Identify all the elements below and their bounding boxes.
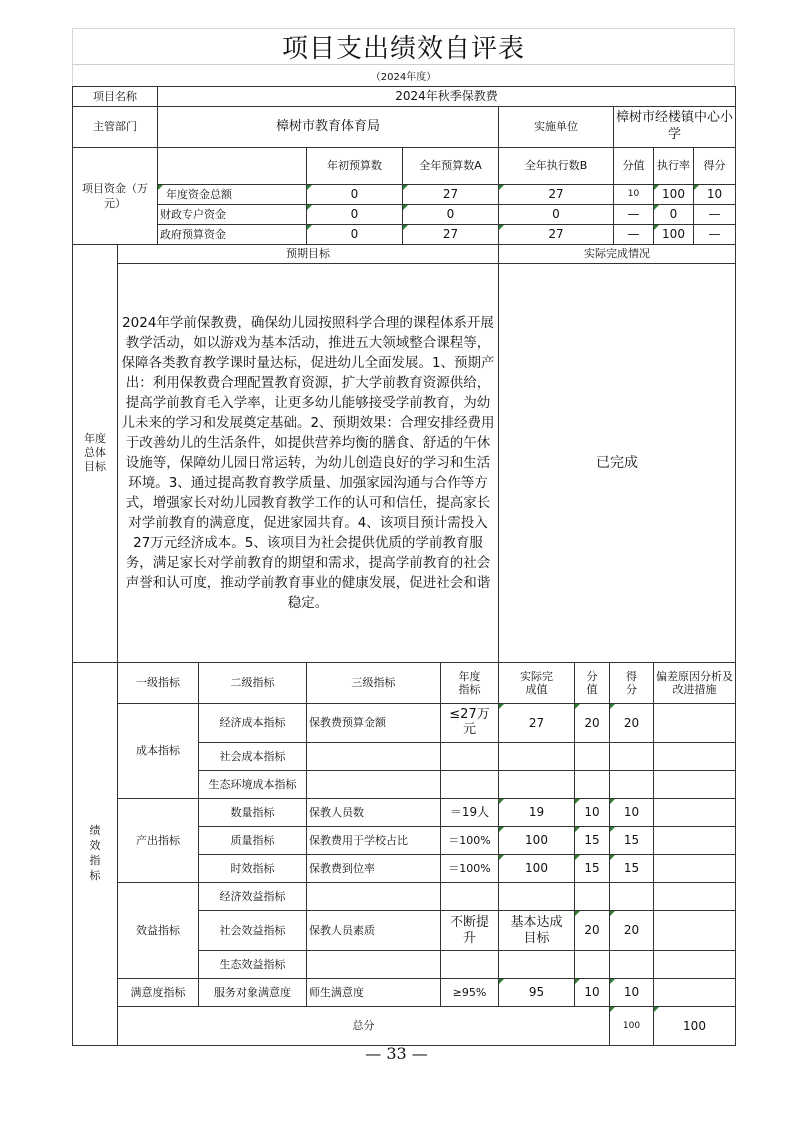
- score: [610, 951, 654, 979]
- note: [654, 979, 736, 1007]
- score: [610, 771, 654, 799]
- indicator-row: [73, 979, 736, 1007]
- target-text: ≤27万元: [449, 707, 490, 737]
- note: [654, 799, 736, 827]
- note: [654, 827, 736, 855]
- level2: 经济效益指标: [199, 883, 307, 911]
- weight: 20: [575, 911, 610, 951]
- weight: 20: [575, 704, 610, 743]
- score: 10: [610, 979, 654, 1007]
- note: [654, 704, 736, 743]
- fiscal-year: （2024年度）: [370, 72, 437, 83]
- funds-row-name: 年度资金总额: [158, 185, 307, 205]
- funds-header-weight: 分值: [614, 148, 654, 185]
- note: [654, 911, 736, 951]
- target: ＝100%: [441, 827, 499, 855]
- title-bar: [72, 28, 735, 65]
- funds-score: —: [694, 205, 736, 225]
- unit-value: 樟树市经楼镇中心小学: [614, 107, 736, 148]
- dept-label: 主管部门: [73, 107, 158, 148]
- funds-annual: 0: [403, 205, 499, 225]
- target-text: 不断提升: [449, 914, 489, 946]
- actual: 95: [499, 979, 575, 1007]
- project-name-label: 项目名称: [73, 87, 158, 107]
- actual: 100: [499, 827, 575, 855]
- actual: 27: [499, 704, 575, 743]
- header-target: [441, 663, 499, 704]
- header-actual: [499, 663, 575, 704]
- indicator-row: [73, 799, 736, 827]
- funds-annual: 27: [403, 225, 499, 245]
- weight: [575, 883, 610, 911]
- funds-initial: 0: [307, 225, 403, 245]
- level1-satisfaction: 满意度指标: [118, 979, 199, 1007]
- weight: [575, 771, 610, 799]
- header-level1: 一级指标: [118, 663, 199, 704]
- page-number: — 33 —: [365, 1044, 428, 1063]
- weight: 10: [575, 799, 610, 827]
- actual: 19: [499, 799, 575, 827]
- score: 20: [610, 704, 654, 743]
- funds-weight: —: [614, 225, 654, 245]
- indicator-row: [73, 704, 736, 743]
- page-title: 项目支出绩效自评表: [281, 34, 525, 64]
- indicator-row: [73, 883, 736, 911]
- funds-row-name: 政府预算资金: [158, 225, 307, 245]
- target: [441, 704, 499, 743]
- level3: [307, 883, 441, 911]
- funds-header-rate: 执行率: [654, 148, 694, 185]
- level2: 经济成本指标: [199, 704, 307, 743]
- target: [441, 883, 499, 911]
- level1-benefit: 效益指标: [118, 883, 199, 979]
- performance-label: [73, 663, 118, 1046]
- level1-output: 产出指标: [118, 799, 199, 883]
- funds-executed: 27: [499, 185, 614, 205]
- funds-row: [73, 225, 736, 245]
- score: 20: [610, 911, 654, 951]
- score: 15: [610, 827, 654, 855]
- funds-label: 项目资金（万元）: [73, 148, 158, 245]
- expected-goal-text: 2024年学前保教费，确保幼儿园按照科学合理的课程体系开展教学活动，如以游戏为基本活动，推进五大领域整合课程等，保障各类教育教学课时量达标，促进幼儿全面发展。1、预期产出：利用保教费合理配置教育资源，扩大学前教育资源供给，提高学前教育毛入学率，让更多幼儿能够接受学前教育，为幼儿未来的学习和发展奠定基础。2、预期效果：合理安排经费用于改善幼儿的生活条件，如提供营养均衡的膳食、舒适的午休设施等，保障幼儿园日常运转，为幼儿创造良好的学习和生活环境。3、通过提高教育教学质量、加强家园沟通与合作等方式，增强家长对幼儿园教育教学工作的认可和信任，提高家长对学前教育的满意度，促进家园共育。4、该项目预计需投入27万元经济成本。5、该项目为社会提供优质的学前教育服务，满足家长对学前教育的期望和需求，提高学前教育的社会声誉和认可度，推动学前教育事业的健康发展，促进社会和谐稳定。: [118, 264, 499, 663]
- total-score: 100: [654, 1007, 736, 1046]
- note: [654, 883, 736, 911]
- level3: 师生满意度: [307, 979, 441, 1007]
- header-score-text: 得分: [626, 669, 637, 696]
- funds-weight: 10: [614, 185, 654, 205]
- target: [441, 951, 499, 979]
- level2: 生态效益指标: [199, 951, 307, 979]
- level3: 保教费用于学校占比: [307, 827, 441, 855]
- target: ＝100%: [441, 855, 499, 883]
- actual: [499, 771, 575, 799]
- funds-rate: 100: [654, 185, 694, 205]
- header-target-text: 年度指标: [458, 669, 481, 696]
- target: [441, 743, 499, 771]
- project-name-value: 2024年秋季保教费: [158, 87, 736, 107]
- actual-result-header: 实际完成情况: [499, 245, 736, 264]
- target: ＝19人: [441, 799, 499, 827]
- header-weight: [575, 663, 610, 704]
- funds-initial: 0: [307, 205, 403, 225]
- performance-label-text: 绩效指标: [89, 824, 101, 882]
- funds-row: [73, 185, 736, 205]
- funds-annual: 27: [403, 185, 499, 205]
- unit-label: 实施单位: [499, 107, 614, 148]
- project-info-table: [72, 86, 736, 245]
- funds-weight: —: [614, 205, 654, 225]
- header-note: 偏差原因分析及改进措施: [654, 663, 736, 704]
- header-level3: 三级指标: [307, 663, 441, 704]
- level3: [307, 743, 441, 771]
- expected-goal-header: 预期目标: [118, 245, 499, 264]
- total-label: 总分: [118, 1007, 610, 1046]
- actual-text: 基本达成目标: [510, 914, 563, 946]
- funds-header-executed: 全年执行数B: [499, 148, 614, 185]
- level2: 时效指标: [199, 855, 307, 883]
- score: 10: [610, 799, 654, 827]
- year-bar: [72, 65, 735, 86]
- level2: 社会效益指标: [199, 911, 307, 951]
- funds-initial: 0: [307, 185, 403, 205]
- level2: 数量指标: [199, 799, 307, 827]
- goals-label: [73, 245, 118, 663]
- target: [441, 911, 499, 951]
- score: 15: [610, 855, 654, 883]
- note: [654, 743, 736, 771]
- funds-executed: 0: [499, 205, 614, 225]
- header-weight-text: 分值: [586, 669, 598, 696]
- total-row: [73, 1007, 736, 1046]
- funds-rate: 100: [654, 225, 694, 245]
- performance-table: [72, 244, 736, 1046]
- actual: [499, 951, 575, 979]
- level3: 保教费预算金额: [307, 704, 441, 743]
- dept-value: 樟树市教育体育局: [158, 107, 499, 148]
- level2: 生态环境成本指标: [199, 771, 307, 799]
- note: [654, 951, 736, 979]
- funds-row: [73, 205, 736, 225]
- funds-rate: 0: [654, 205, 694, 225]
- weight: [575, 743, 610, 771]
- header-actual-text: 实际完成值: [520, 669, 553, 696]
- actual: [499, 911, 575, 951]
- actual: 100: [499, 855, 575, 883]
- level2: 质量指标: [199, 827, 307, 855]
- header-level2: 二级指标: [199, 663, 307, 704]
- goals-label-text: 年度总体目标: [84, 431, 106, 474]
- actual: [499, 883, 575, 911]
- level3: 保教费到位率: [307, 855, 441, 883]
- funds-score: 10: [694, 185, 736, 205]
- funds-header-score: 得分: [694, 148, 736, 185]
- score: [610, 743, 654, 771]
- header-score: [610, 663, 654, 704]
- level3: [307, 951, 441, 979]
- funds-header-blank: [158, 148, 307, 185]
- level3: [307, 771, 441, 799]
- level3: 保教人员素质: [307, 911, 441, 951]
- target: ≥95%: [441, 979, 499, 1007]
- weight: 15: [575, 855, 610, 883]
- weight: 10: [575, 979, 610, 1007]
- target: [441, 771, 499, 799]
- note: [654, 855, 736, 883]
- level3: 保教人员数: [307, 799, 441, 827]
- level1-cost: 成本指标: [118, 704, 199, 799]
- weight: 15: [575, 827, 610, 855]
- weight: [575, 951, 610, 979]
- total-weight: 100: [610, 1007, 654, 1046]
- note: [654, 771, 736, 799]
- funds-header-initial: 年初预算数: [307, 148, 403, 185]
- funds-row-name: 财政专户资金: [158, 205, 307, 225]
- actual-result-text: 已完成: [499, 264, 736, 663]
- funds-header-annual: 全年预算数A: [403, 148, 499, 185]
- score: [610, 883, 654, 911]
- level2: 服务对象满意度: [199, 979, 307, 1007]
- funds-executed: 27: [499, 225, 614, 245]
- funds-score: —: [694, 225, 736, 245]
- level2: 社会成本指标: [199, 743, 307, 771]
- actual: [499, 743, 575, 771]
